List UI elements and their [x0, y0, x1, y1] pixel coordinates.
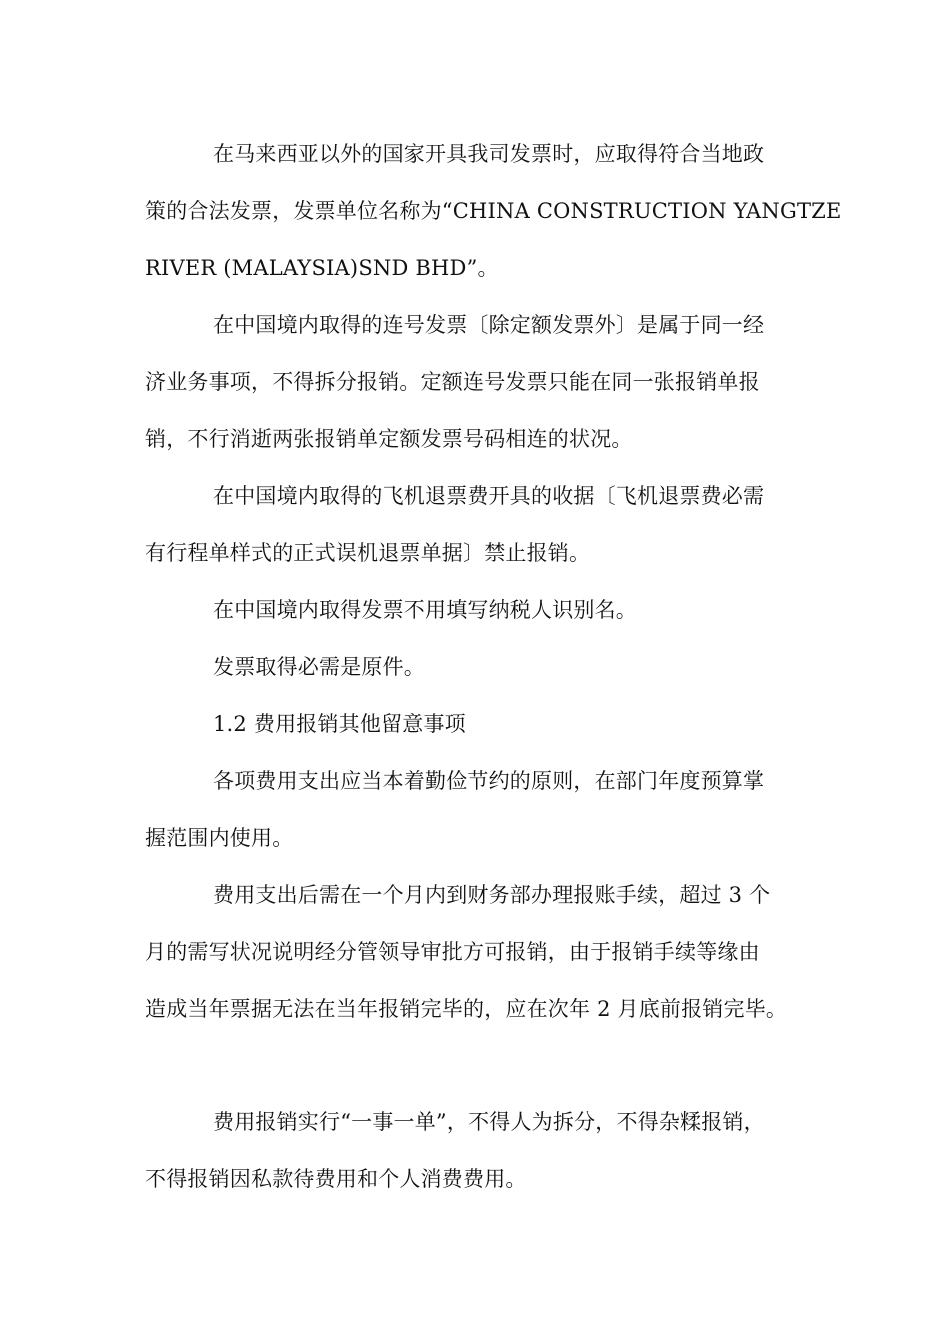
paragraph-6-line-1: 各项费用支出应当本着勤俭节约的原则，在部门年度预算掌 — [213, 769, 765, 793]
paragraph-2-line-1: 在中国境内取得的连号发票〔除定额发票外〕是属于同一经 — [213, 313, 765, 337]
paragraph-3-line-2: 有行程单样式的正式误机退票单据〕禁止报销。 — [145, 541, 591, 565]
paragraph-3-line-1: 在中国境内取得的飞机退票费开具的收据〔飞机退票费必需 — [213, 484, 765, 508]
paragraph-7-line-3: 造成当年票据无法在当年报销完毕的，应在次年 2 月底前报销完毕。 — [145, 997, 788, 1021]
paragraph-8-line-1: 费用报销实行“一事一单”，不得人为拆分，不得杂糅报销， — [213, 1110, 765, 1134]
paragraph-2-line-3: 销，不行消逝两张报销单定额发票号码相连的状况。 — [145, 427, 633, 451]
paragraph-7-line-2: 月的需写状况说明经分管领导审批方可报销，由于报销手续等缘由 — [145, 940, 760, 964]
paragraph-1-line-1: 在马来西亚以外的国家开具我司发票时，应取得符合当地政 — [213, 142, 765, 166]
paragraph-2-line-2: 济业务事项，不得拆分报销。定额连号发票只能在同一张报销单报 — [145, 370, 760, 394]
paragraph-1-line-2: 策的合法发票，发票单位名称为“CHINA CONSTRUCTION YANGTZE — [145, 199, 842, 223]
section-heading: 1.2 费用报销其他留意事项 — [213, 712, 466, 736]
paragraph-5-line-1: 发票取得必需是原件。 — [213, 655, 425, 679]
paragraph-8-line-2: 不得报销因私款待费用和个人消费费用。 — [145, 1167, 527, 1191]
paragraph-7-line-1: 费用支出后需在一个月内到财务部办理报账手续，超过 3 个 — [213, 883, 771, 907]
paragraph-1-line-3: RIVER (MALAYSIA)SND BHD”。 — [145, 256, 499, 280]
paragraph-4-line-1: 在中国境内取得发票不用填写纳税人识别名。 — [213, 598, 637, 622]
paragraph-6-line-2: 握范围内使用。 — [145, 826, 294, 850]
